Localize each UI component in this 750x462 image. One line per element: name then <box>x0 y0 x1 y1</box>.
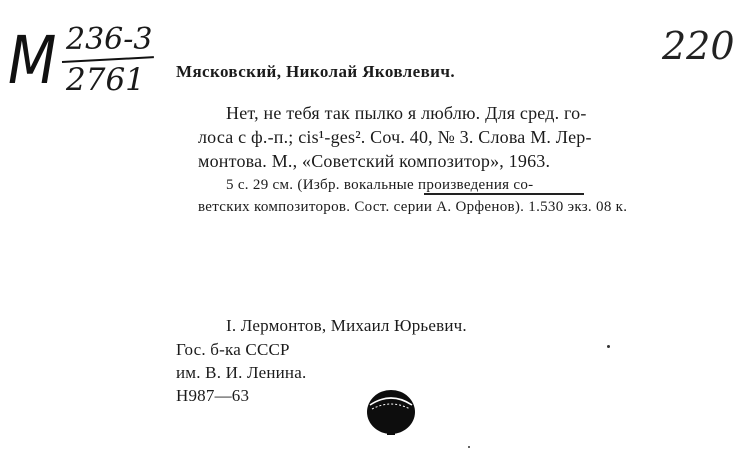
call-number-bottom: 2761 <box>66 62 145 98</box>
collation-line: 5 с. 29 см. (Избр. вокальные произведения со- <box>226 177 534 193</box>
library-name-line: Гос. б-ка СССР <box>176 340 290 359</box>
author-heading: Мясковский, Николай Яковлевич. <box>176 62 455 81</box>
collation-line: ветских композиторов. Сост. серии А. Орфенов). 1.530 экз. 08 к. <box>198 199 628 215</box>
speck <box>468 446 470 448</box>
description-line: монтова. М., «Советский композитор», 1963. <box>198 151 551 171</box>
card-number: Н987—63 <box>176 386 250 405</box>
speck <box>607 345 610 348</box>
description-line: Нет, не тебя так пылко я люблю. Для сред. го- <box>226 103 587 123</box>
shelf-letter: М <box>8 22 55 99</box>
library-stamp-icon <box>364 385 418 437</box>
call-number-top: 236-3 <box>66 22 153 57</box>
library-name-line: им. В. И. Ленина. <box>176 363 307 382</box>
accession-number: 220 <box>662 24 735 68</box>
subject-tracing: I. Лермонтов, Михаил Юрьевич. <box>226 316 467 335</box>
series-underline <box>424 193 584 195</box>
description-line: лоса с ф.-п.; cis¹-ges². Соч. 40, № 3. Слова М. Лер- <box>198 127 592 147</box>
